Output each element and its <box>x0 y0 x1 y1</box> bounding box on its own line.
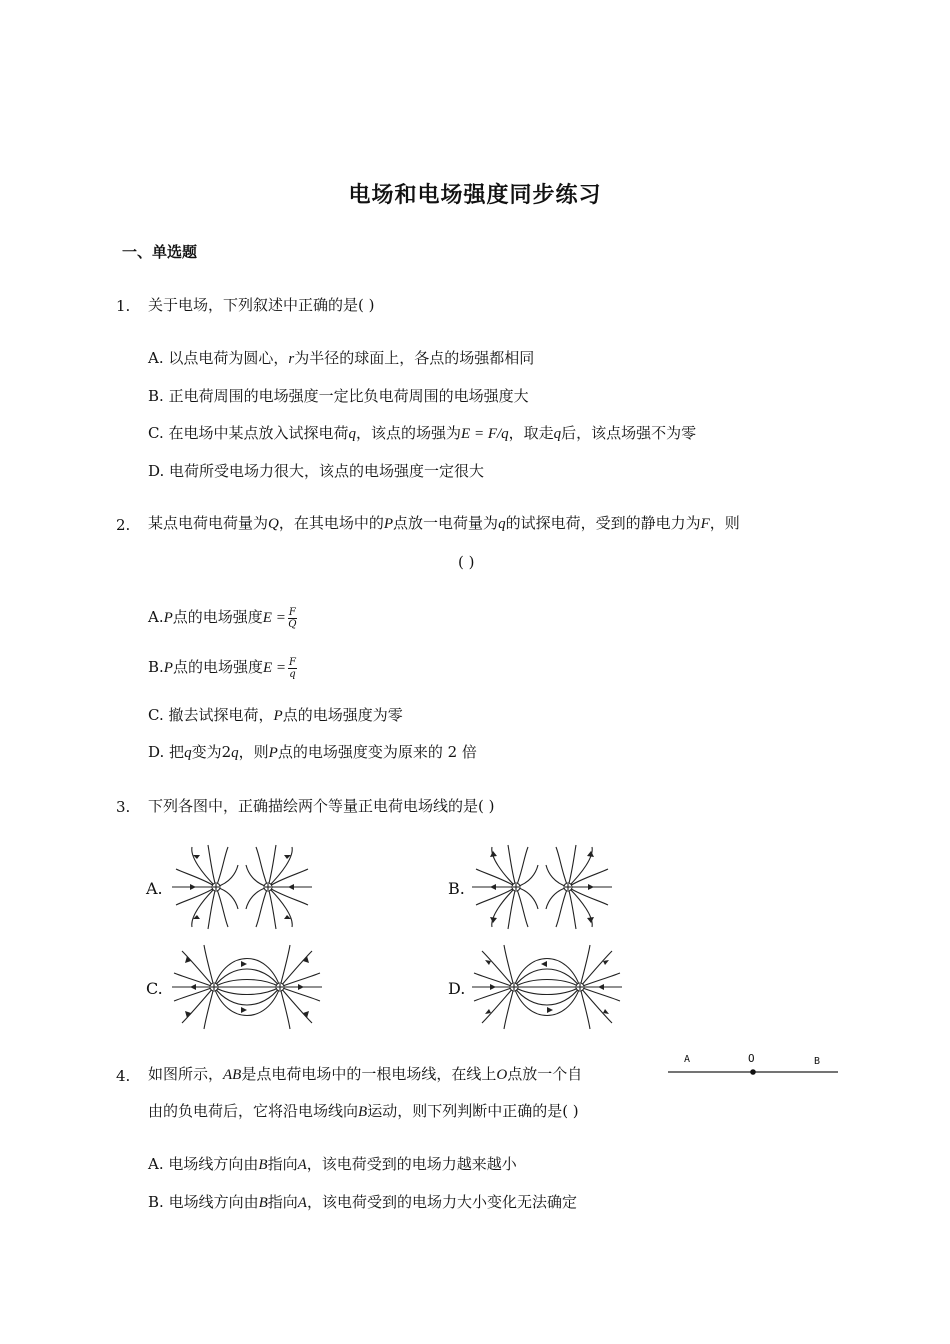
point-o-label: O <box>748 1052 755 1065</box>
denominator: q <box>289 668 296 680</box>
stem-text: 某点电荷电荷量为 <box>148 514 269 532</box>
question-2-paren: ( ) <box>458 553 475 571</box>
option-text: ，则 <box>238 743 269 761</box>
field-diagram-b <box>472 843 612 931</box>
question-4-number: 4. <box>116 1067 131 1085</box>
point-b-label: B <box>814 1056 821 1067</box>
option-label: C. <box>148 424 164 442</box>
question-2-number: 2. <box>116 516 131 534</box>
question-4-stem-line-1 <box>148 1063 582 1086</box>
option-text: 指向 <box>267 1193 298 1211</box>
variable: B <box>258 1195 268 1211</box>
field-diagram-a <box>172 843 312 931</box>
option-text: 后，该点场强不为零 <box>561 424 697 442</box>
variable: q <box>184 745 192 761</box>
option-text: 点的电场强度变为原来的 2 倍 <box>277 743 477 761</box>
option-text: ，该电荷受到的电场力越来越小 <box>306 1155 517 1173</box>
question-3-option-c-label[interactable]: C. <box>146 979 163 998</box>
stem-text: ，在其电场中的 <box>278 514 384 532</box>
option-label: A. <box>148 1155 164 1173</box>
question-3-option-b-label[interactable]: B. <box>448 879 465 898</box>
question-4-stem-line-2 <box>148 1100 579 1123</box>
option-label: B. <box>148 658 164 676</box>
option-text: 电场线方向由 <box>168 1155 259 1173</box>
question-3-option-d-label[interactable]: D. <box>448 979 466 998</box>
stem-text: 如图所示， <box>148 1065 224 1083</box>
variable: q <box>553 426 562 442</box>
field-line-figure <box>664 1052 840 1082</box>
page-title: 电场和电场强度同步练习 <box>348 183 602 208</box>
variable: F <box>700 516 710 532</box>
variable: q <box>498 516 506 532</box>
option-text: 变为 <box>191 743 222 761</box>
variable: O <box>496 1067 508 1083</box>
question-1-number: 1. <box>116 297 131 315</box>
option-text: 点的电场强度为零 <box>282 706 403 724</box>
variable: P <box>268 745 278 761</box>
stem-text: 点放一电荷量为 <box>393 514 499 532</box>
question-4-option-a[interactable] <box>148 1153 517 1174</box>
option-label: A. <box>148 349 164 367</box>
fraction <box>288 607 297 630</box>
option-text: 正电荷周围的电场强度一定比负电荷周围的电场强度大 <box>168 387 529 405</box>
option-text: 点的电场强度 <box>172 608 263 626</box>
formula: E = <box>262 610 286 626</box>
stem-text: 运动，则下列判断中正确的是( ) <box>367 1102 579 1120</box>
question-1-option-a[interactable] <box>148 347 534 368</box>
variable: Q <box>268 516 279 532</box>
option-label: C. <box>148 706 164 724</box>
question-3-stem: 下列各图中，正确描绘两个等量正电荷电场线的是( ) <box>148 797 495 815</box>
variable: r <box>288 351 295 367</box>
variable: A <box>297 1195 307 1211</box>
question-1-option-d[interactable] <box>148 460 484 481</box>
question-2-option-a[interactable] <box>148 606 297 630</box>
field-diagram-d <box>472 943 622 1031</box>
question-2-option-d[interactable] <box>148 741 477 762</box>
option-text: 电荷所受电场力很大，该点的电场强度一定很大 <box>169 462 485 480</box>
number: 2 <box>221 743 232 761</box>
option-text: 撤去试探电荷， <box>168 706 274 724</box>
option-label: A. <box>148 608 164 626</box>
fraction <box>288 657 297 680</box>
question-1-stem: 关于电场，下列叙述中正确的是( ) <box>148 296 375 314</box>
option-text: ，该点的场强为 <box>356 424 462 442</box>
option-text: 在电场中某点放入试探电荷 <box>168 424 349 442</box>
variable: q <box>231 745 239 761</box>
variable: AB <box>223 1067 242 1083</box>
numerator: F <box>289 656 296 668</box>
option-label: B. <box>148 1193 164 1211</box>
variable: q <box>348 426 357 442</box>
formula: E = <box>262 660 287 676</box>
point-a-label: A <box>684 1054 691 1065</box>
question-3-option-a-label[interactable]: A. <box>146 879 163 898</box>
option-text: ，取走 <box>508 424 554 442</box>
field-diagram-c <box>172 943 322 1031</box>
denominator: Q <box>288 618 297 630</box>
stem-text: 是点电荷电场中的一根电场线，在线上 <box>241 1065 497 1083</box>
variable: B <box>358 1104 368 1120</box>
option-label: D. <box>148 743 165 761</box>
option-text: 把 <box>169 743 185 761</box>
question-1-option-c[interactable] <box>148 422 696 443</box>
variable: P <box>163 610 173 626</box>
question-2-option-c[interactable] <box>148 704 403 725</box>
question-2-option-b[interactable] <box>148 656 297 680</box>
option-text: ，该电荷受到的电场力大小变化无法确定 <box>306 1193 577 1211</box>
variable: P <box>163 660 173 676</box>
question-2-stem <box>148 512 740 535</box>
variable: A <box>297 1157 307 1173</box>
variable: B <box>258 1157 268 1173</box>
option-text: 指向 <box>267 1155 298 1173</box>
formula: E = F/q <box>461 426 509 442</box>
variable: P <box>273 708 283 724</box>
question-4-option-b[interactable] <box>148 1191 577 1212</box>
numerator: F <box>288 606 296 618</box>
variable: P <box>383 516 394 532</box>
option-text: 电场线方向由 <box>168 1193 259 1211</box>
option-text: 为半径的球面上，各点的场强都相同 <box>294 349 535 367</box>
stem-text: 的试探电荷，受到的静电力为 <box>505 514 701 532</box>
question-1-option-b[interactable] <box>148 385 529 406</box>
stem-text: 由的负电荷后，它将沿电场线向 <box>148 1102 359 1120</box>
stem-text: 点放一个自 <box>507 1065 583 1083</box>
question-3-number: 3. <box>116 798 131 816</box>
section-heading: 一、单选题 <box>122 243 198 261</box>
option-label: D. <box>148 462 165 480</box>
option-label: B. <box>148 387 164 405</box>
stem-text: ，则 <box>709 514 740 532</box>
option-text: 以点电荷为圆心， <box>168 349 289 367</box>
option-text: 点的电场强度 <box>172 658 263 676</box>
